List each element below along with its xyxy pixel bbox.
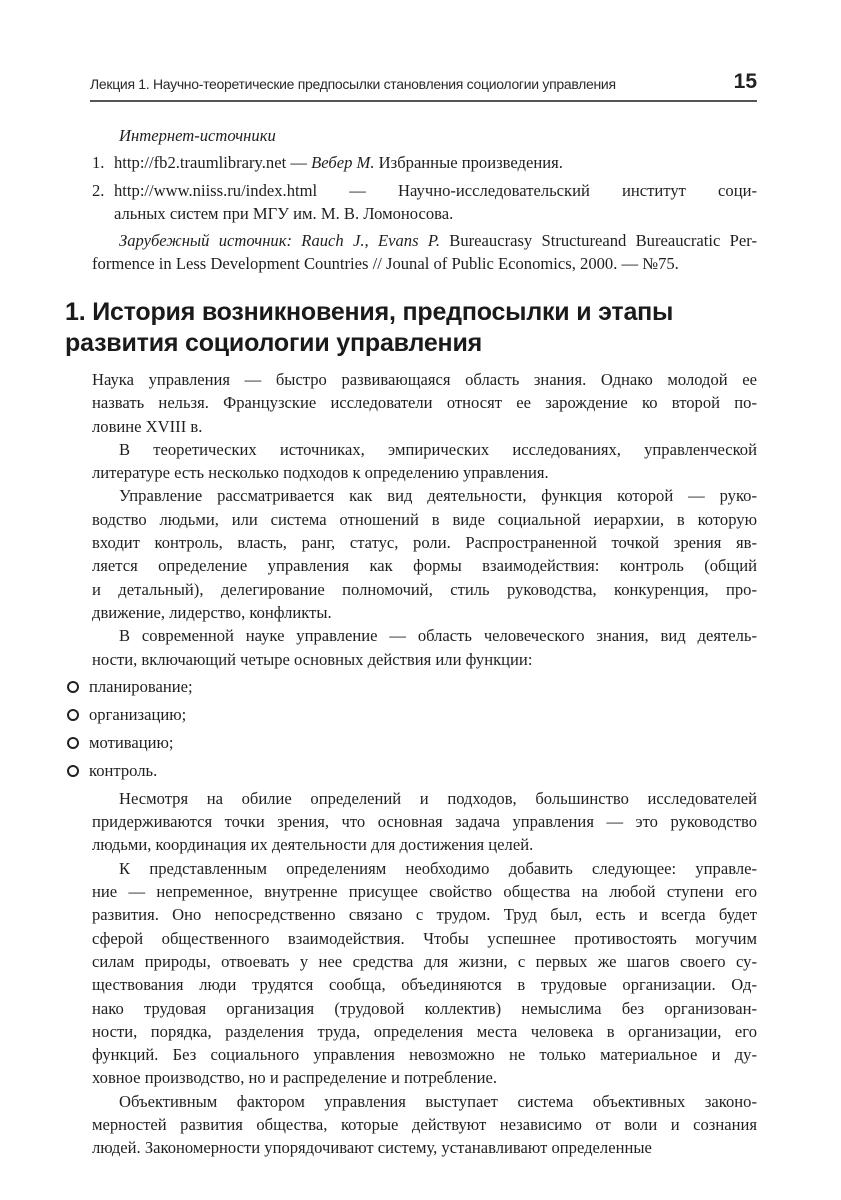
list-item bbox=[67, 701, 757, 729]
text-line: мерностей развития общества, которые действуют независимо от воли и сознания bbox=[92, 1115, 757, 1135]
paragraph bbox=[92, 624, 757, 671]
circle-bullet-icon bbox=[67, 681, 79, 693]
section-title: 1. История возникновения, предпосылки и этапы развития социологии управления bbox=[65, 298, 674, 357]
bullet-list bbox=[67, 673, 757, 785]
text-line: людьми, координация их деятельности для достижения целей. bbox=[92, 835, 534, 855]
circle-bullet-icon bbox=[67, 709, 79, 721]
text-line: К представленным определениям необходимо добавить следующее: управле- bbox=[119, 858, 757, 878]
references-heading: Интернет-источники bbox=[119, 126, 276, 145]
text-line: Управление рассматривается как вид деятельности, функция которой — руко- bbox=[119, 486, 757, 506]
foreign-source: Зарубежный источник: Rauch J., Evans P. Bureaucrasy Structureand Bureaucratic Per- bbox=[119, 231, 757, 251]
references bbox=[92, 124, 757, 276]
text-line: ществования люди трудятся сообща, объединяются в трудовые организации. Од- bbox=[92, 975, 757, 995]
foreign-source-cont: formence in Less Development Countries // Jounal of Public Economics, 2000. — №75. bbox=[92, 254, 679, 274]
text-line: ности, порядка, разделения труда, определения места человека в организации, его bbox=[92, 1021, 757, 1041]
paragraph bbox=[92, 787, 757, 857]
text-line: функций. Без социального управления невозможно не только материальное и ду- bbox=[92, 1045, 757, 1065]
list-item bbox=[67, 757, 757, 785]
text-line: сферой общественного взаимодействия. Чтобы успешнее противостоять могучим bbox=[92, 928, 757, 948]
list-item-text: мотивацию; bbox=[89, 732, 174, 752]
text-line: В современной науке управление — область человеческого знания, вид деятель- bbox=[119, 626, 757, 646]
reference-item: 2. http://www.niiss.ru/index.html — Научно-исследовательский институт соци- альных систем при МГУ им. М. В. Ломоносова. bbox=[92, 180, 757, 223]
text-line: силам природы, отвоевать у нее средства для жизни, с первых же шагов своего су- bbox=[92, 951, 757, 971]
text-line: ние — непременное, внутренне присущее свойство общества на любой ступени его bbox=[92, 882, 757, 902]
list-item bbox=[67, 673, 757, 701]
circle-bullet-icon bbox=[67, 737, 79, 749]
circle-bullet-icon bbox=[67, 765, 79, 777]
text-line: ловине XVIII в. bbox=[92, 416, 203, 436]
text-line: литературе есть несколько подходов к определению управления. bbox=[92, 463, 549, 483]
paragraph bbox=[92, 857, 757, 1090]
running-title: Лекция 1. Научно-теоретические предпосылки становления социологии управления bbox=[90, 76, 616, 92]
text-line: нако трудовая организация (трудовой коллектив) немыслима без организован- bbox=[92, 998, 757, 1018]
text-line: ховное производство, но и распределение и потребление. bbox=[92, 1068, 497, 1088]
paragraph bbox=[92, 438, 757, 485]
text-line: ности, включающий четыре основных действия или функции: bbox=[92, 649, 533, 669]
text-line: и детальный), делегирование полномочий, стиль руководства, конкуренция, про- bbox=[92, 579, 757, 599]
list-item-text: планирование; bbox=[89, 676, 193, 696]
text-line: Несмотря на обилие определений и подходов, большинство исследователей bbox=[119, 788, 757, 808]
page-number: 15 bbox=[733, 70, 757, 93]
list-item bbox=[67, 729, 757, 757]
text-line: входит контроль, власть, ранг, статус, роли. Распространенной точкой зрения яв- bbox=[92, 533, 757, 553]
list-item-text: контроль. bbox=[89, 760, 158, 780]
reference-url: http://fb2.traumlibrary.net — bbox=[114, 153, 312, 173]
text-line: ляется определение управления как формы взаимодействия: контроль (общий bbox=[92, 556, 757, 576]
text-line: назвать нельзя. Французские исследователи относят ее зарождение ко второй по- bbox=[92, 393, 757, 413]
text-line: водство людьми, или система отношений в виде социальной иерархии, в которую bbox=[92, 509, 757, 529]
reference-item: 1. http://fb2.traumlibrary.net — Вебер М. Избранные произведения. bbox=[92, 153, 563, 173]
running-header bbox=[90, 72, 757, 102]
paragraph bbox=[92, 1090, 757, 1160]
list-item-text: организацию; bbox=[89, 704, 187, 724]
text-line: придерживаются точки зрения, что основная задача управления — это руководство bbox=[92, 812, 757, 832]
text-line: развития. Оно непосредственно связано с трудом. Труд был, есть и всегда будет bbox=[92, 905, 757, 925]
paragraph bbox=[92, 368, 757, 438]
body-text bbox=[89, 368, 757, 1160]
reference-author: Вебер М. bbox=[311, 153, 375, 173]
text-line: Объективным фактором управления выступает система объективных законо- bbox=[119, 1091, 757, 1111]
text-line: Наука управления — быстро развивающаяся область знания. Однако молодой ее bbox=[92, 370, 757, 389]
text-line: В теоретических источниках, эмпирических исследованиях, управленческой bbox=[119, 439, 757, 459]
paragraph bbox=[92, 484, 757, 624]
text-line: людей. Закономерности упорядочивают систему, устанавливают определенные bbox=[92, 1138, 652, 1158]
text-line: движение, лидерство, конфликты. bbox=[92, 602, 332, 622]
